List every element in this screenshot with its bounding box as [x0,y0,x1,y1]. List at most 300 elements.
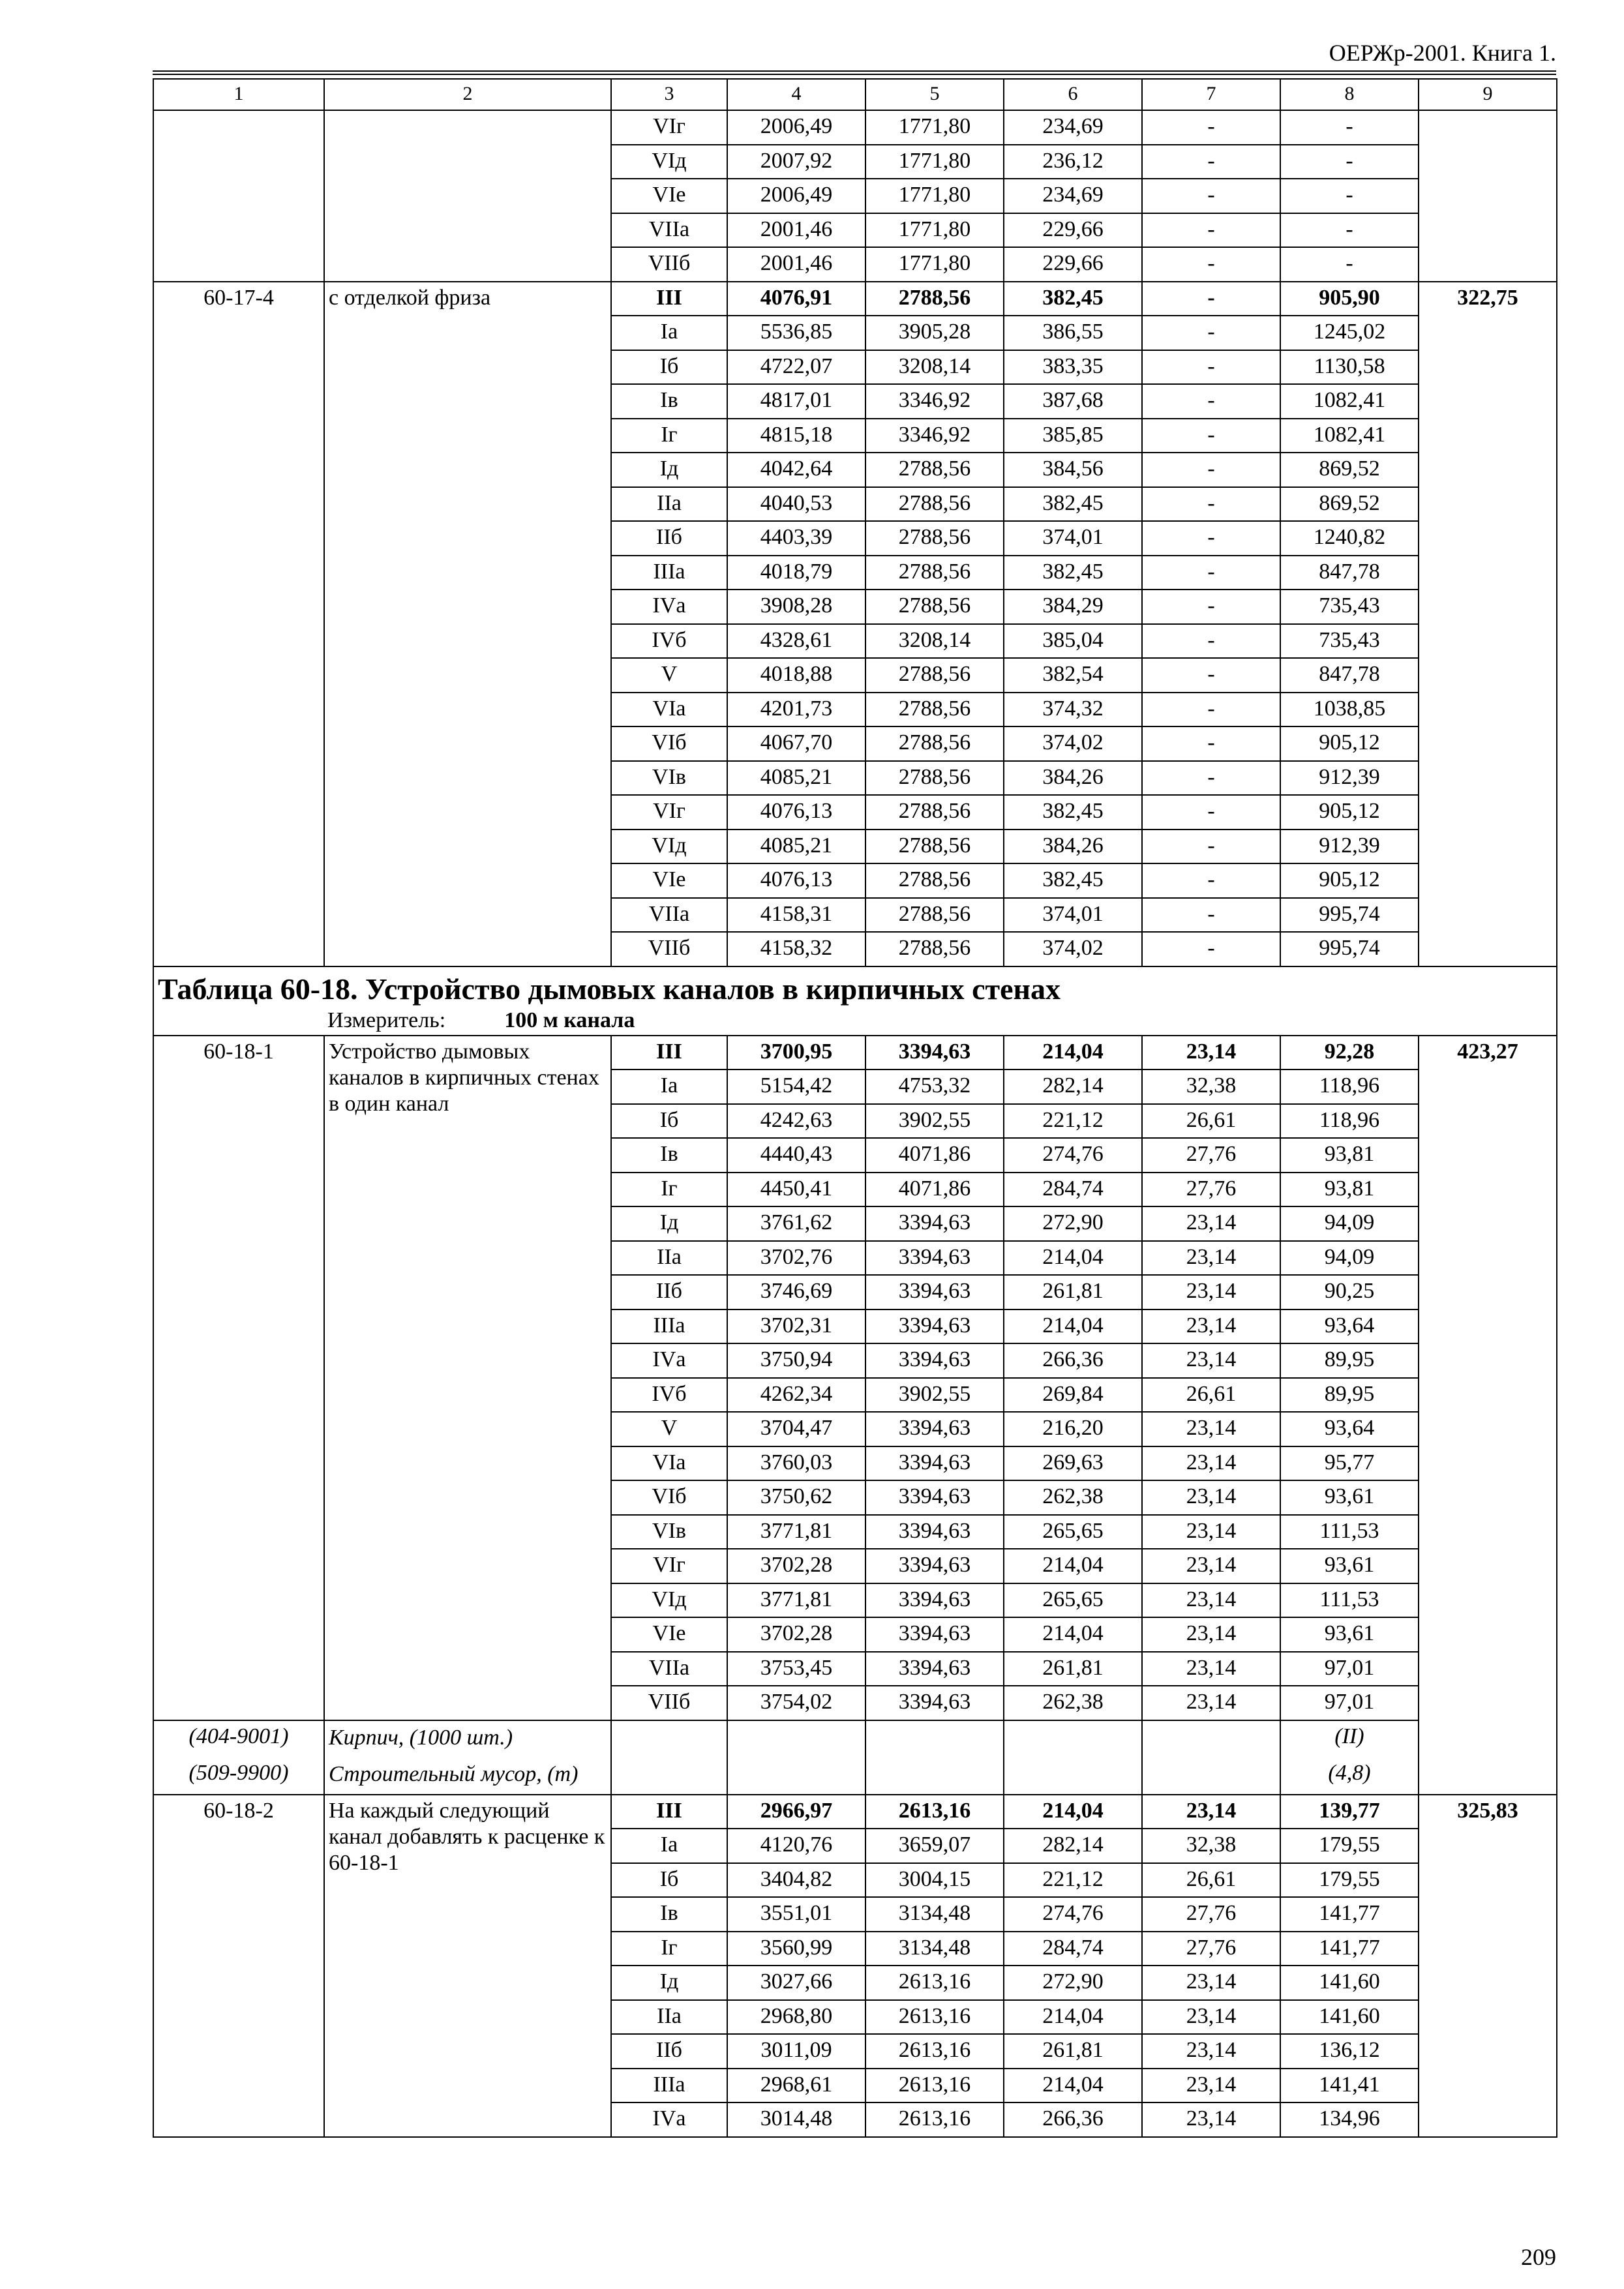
value-cell: 386,55 [1004,316,1142,350]
value-cell: 214,04 [1004,2069,1142,2103]
region-cell: Iд [611,1966,727,2000]
value-cell: 2613,16 [865,1966,1004,2000]
value-cell: - [1142,350,1280,385]
value-cell: 995,74 [1280,898,1419,933]
region-cell: IIб [611,2034,727,2069]
value-cell: 3702,28 [727,1617,865,1652]
value-cell: 23,14 [1142,1549,1280,1583]
value-cell: 2007,92 [727,145,865,179]
region-cell: IVб [611,624,727,659]
value-cell: 4753,32 [865,1070,1004,1104]
region-cell: V [611,658,727,693]
value-cell: 3908,28 [727,590,865,624]
item-name: На каждый следующий канал добавлять к расценке к 60-18-1 [324,1795,611,2137]
value-cell: - [1142,624,1280,659]
value-cell: - [1142,898,1280,933]
value-cell: 905,90 [1280,282,1419,316]
value-cell: 3394,63 [865,1036,1004,1070]
value-cell: 2788,56 [865,590,1004,624]
region-cell: VIIа [611,1652,727,1686]
value-cell: 261,81 [1004,1275,1142,1309]
value-cell: 111,53 [1280,1583,1419,1618]
value-cell: 382,45 [1004,863,1142,898]
value-cell: 2613,16 [865,2034,1004,2069]
value-cell: 23,14 [1142,1206,1280,1241]
value-cell: 93,61 [1280,1480,1419,1515]
region-cell: IVа [611,1343,727,1378]
value-cell: 89,95 [1280,1343,1419,1378]
value-cell: 2788,56 [865,693,1004,727]
value-cell: 23,14 [1142,1412,1280,1446]
material-name: Кирпич, (1000 шт.) [324,1720,611,1758]
value-cell: - [1142,282,1280,316]
region-cell: IIа [611,1241,727,1276]
value-cell: - [1142,863,1280,898]
value-cell: 374,01 [1004,521,1142,556]
value-cell: 2788,56 [865,795,1004,830]
table-row [153,110,1557,145]
value-cell: 3760,03 [727,1446,865,1481]
value-cell: 3560,99 [727,1932,865,1966]
value-cell: - [1142,487,1280,522]
value-cell: 4440,43 [727,1138,865,1173]
region-cell: VIIа [611,898,727,933]
value-cell: - [1142,213,1280,248]
region-cell: Iг [611,1932,727,1966]
table-row [153,1036,1557,1070]
table-title: Таблица 60-18. Устройство дымовых каналов в кирпичных стенах [158,972,1060,1006]
empty-cell [1004,1758,1142,1795]
value-cell: 111,53 [1280,1515,1419,1549]
value-cell: 3394,63 [865,1652,1004,1686]
value-cell: 3902,55 [865,1378,1004,1413]
value-cell: 384,26 [1004,830,1142,864]
table-title-row [153,966,1557,1036]
value-cell: 4067,70 [727,726,865,761]
value-cell: 385,04 [1004,624,1142,659]
value-cell: 284,74 [1004,1173,1142,1207]
value-cell: 3014,48 [727,2102,865,2137]
region-cell: VIг [611,795,727,830]
value-cell: 2968,80 [727,2000,865,2035]
region-cell: IIа [611,487,727,522]
region-cell: VIг [611,110,727,145]
value-cell: 735,43 [1280,590,1419,624]
value-cell: 32,38 [1142,1070,1280,1104]
value-cell: 3011,09 [727,2034,865,2069]
value-cell: 2788,56 [865,658,1004,693]
value-cell: 384,26 [1004,761,1142,796]
value-cell: 3902,55 [865,1104,1004,1139]
value-cell: - [1142,830,1280,864]
region-cell: IVа [611,2102,727,2137]
value-cell: 4120,76 [727,1829,865,1863]
region-cell: VIа [611,693,727,727]
value-cell: 141,60 [1280,2000,1419,2035]
meter-unit: 100 м канала [504,1008,635,1032]
value-cell: 214,04 [1004,2000,1142,2035]
region-cell: VIв [611,1515,727,1549]
empty-cell [1004,1720,1142,1758]
region-cell: Iг [611,1173,727,1207]
value-cell: 385,85 [1004,419,1142,453]
value-cell: 214,04 [1004,1617,1142,1652]
value-cell: 3208,14 [865,624,1004,659]
value-cell: 4076,13 [727,795,865,830]
value-cell: 261,81 [1004,2034,1142,2069]
value-cell: 3394,63 [865,1241,1004,1276]
value-cell: 3394,63 [865,1309,1004,1344]
value-cell: 2613,16 [865,2000,1004,2035]
value-cell: 179,55 [1280,1829,1419,1863]
meter-label: Измеритель: [327,1008,446,1032]
column-number: 6 [1004,79,1142,110]
value-cell: 23,14 [1142,1652,1280,1686]
value-cell: 382,45 [1004,487,1142,522]
empty-cell [727,1758,865,1795]
table-row [153,282,1557,316]
value-cell: 234,69 [1004,110,1142,145]
value-cell: 3702,31 [727,1309,865,1344]
value-cell: 23,14 [1142,1309,1280,1344]
region-cell: Iв [611,1897,727,1932]
value-cell: 4328,61 [727,624,865,659]
value-cell: 4076,91 [727,282,865,316]
value-cell: 912,39 [1280,830,1419,864]
value-cell: 3754,02 [727,1686,865,1720]
value-cell: 4042,64 [727,453,865,487]
value-cell: 3700,95 [727,1036,865,1070]
value-cell: 2966,97 [727,1795,865,1829]
value-cell: 1771,80 [865,145,1004,179]
empty-cell [1142,1758,1280,1795]
item-name: с отделкой фриза [324,282,611,966]
value-cell: 136,12 [1280,2034,1419,2069]
value-cell: 269,84 [1004,1378,1142,1413]
value-cell: 141,77 [1280,1897,1419,1932]
region-cell: V [611,1412,727,1446]
value-cell: 3394,63 [865,1583,1004,1618]
value-cell: 26,61 [1142,1104,1280,1139]
value-cell: 282,14 [1004,1829,1142,1863]
value-cell: - [1142,932,1280,966]
value-cell: 139,77 [1280,1795,1419,1829]
value-cell: 3394,63 [865,1549,1004,1583]
value-cell: - [1142,453,1280,487]
value-cell: 27,76 [1142,1173,1280,1207]
value-cell: 4085,21 [727,830,865,864]
value-cell: 93,64 [1280,1309,1419,1344]
value-cell: 23,14 [1142,2000,1280,2035]
value-cell: 2001,46 [727,247,865,282]
value-cell: - [1280,179,1419,213]
item-code: 60-17-4 [153,282,324,966]
region-cell: IIа [611,2000,727,2035]
value-cell: 282,14 [1004,1070,1142,1104]
value-cell: 23,14 [1142,1036,1280,1070]
value-cell: 4071,86 [865,1173,1004,1207]
value-cell: 374,02 [1004,932,1142,966]
value-cell: 3394,63 [865,1686,1004,1720]
value-cell: 92,28 [1280,1036,1419,1070]
value-cell: 95,77 [1280,1446,1419,1481]
value-cell: 4403,39 [727,521,865,556]
region-cell: Iв [611,384,727,419]
value-cell: 23,14 [1142,2102,1280,2137]
value-cell: 1771,80 [865,247,1004,282]
value-cell: 3750,62 [727,1480,865,1515]
region-cell: Iв [611,1138,727,1173]
item-name [324,110,611,282]
value-cell: 3004,15 [865,1863,1004,1898]
resource-value: 325,83 [1419,1795,1557,2137]
value-cell: 93,61 [1280,1549,1419,1583]
value-cell: 382,45 [1004,282,1142,316]
value-cell: 97,01 [1280,1686,1419,1720]
region-cell: VIIб [611,932,727,966]
region-cell: VIа [611,1446,727,1481]
value-cell: 869,52 [1280,487,1419,522]
value-cell: - [1142,247,1280,282]
column-number: 7 [1142,79,1280,110]
value-cell: 4815,18 [727,419,865,453]
value-cell: 3746,69 [727,1275,865,1309]
empty-cell [611,1758,727,1795]
value-cell: 214,04 [1004,1309,1142,1344]
value-cell: 4158,32 [727,932,865,966]
value-cell: 3750,94 [727,1343,865,1378]
value-cell: 2006,49 [727,179,865,213]
value-cell: 26,61 [1142,1378,1280,1413]
region-cell: VIе [611,1617,727,1652]
value-cell: 27,76 [1142,1897,1280,1932]
value-cell: 735,43 [1280,624,1419,659]
value-cell: 383,35 [1004,350,1142,385]
region-cell: IIб [611,1275,727,1309]
value-cell: 384,29 [1004,590,1142,624]
value-cell: 214,04 [1004,1549,1142,1583]
value-cell: 2788,56 [865,556,1004,590]
value-cell: 4450,41 [727,1173,865,1207]
value-cell: 3134,48 [865,1897,1004,1932]
value-cell: 269,63 [1004,1446,1142,1481]
value-cell: 4817,01 [727,384,865,419]
value-cell: 3702,76 [727,1241,865,1276]
value-cell: 216,20 [1004,1412,1142,1446]
region-cell: VIе [611,863,727,898]
value-cell: 272,90 [1004,1206,1142,1241]
region-cell: VIг [611,1549,727,1583]
value-cell: 3404,82 [727,1863,865,1898]
value-cell: 1082,41 [1280,384,1419,419]
value-cell: 4262,34 [727,1378,865,1413]
value-cell: 374,01 [1004,898,1142,933]
value-cell: 27,76 [1142,1932,1280,1966]
value-cell: 2968,61 [727,2069,865,2103]
value-cell: 4722,07 [727,350,865,385]
value-cell: - [1280,247,1419,282]
page-header: ОЕРЖр-2001. Книга 1. [1329,40,1556,66]
region-cell: VIд [611,145,727,179]
value-cell: 23,14 [1142,1446,1280,1481]
value-cell: 23,14 [1142,1241,1280,1276]
value-cell: 2788,56 [865,453,1004,487]
region-cell: Iа [611,1829,727,1863]
value-cell: 905,12 [1280,726,1419,761]
value-cell: 1771,80 [865,179,1004,213]
value-cell: 23,14 [1142,2069,1280,2103]
value-cell: 3394,63 [865,1617,1004,1652]
region-cell: Iа [611,316,727,350]
column-number: 3 [611,79,727,110]
value-cell: 3394,63 [865,1206,1004,1241]
value-cell: 3753,45 [727,1652,865,1686]
value-cell: 374,02 [1004,726,1142,761]
value-cell: 4018,88 [727,658,865,693]
value-cell: 2788,56 [865,487,1004,522]
value-cell: 3659,07 [865,1829,1004,1863]
value-cell: 141,60 [1280,1966,1419,2000]
column-number: 9 [1419,79,1557,110]
value-cell: 4071,86 [865,1138,1004,1173]
region-cell: Iг [611,419,727,453]
value-cell: - [1142,419,1280,453]
region-cell: Iб [611,350,727,385]
value-cell: 4076,13 [727,863,865,898]
value-cell: 4158,31 [727,898,865,933]
region-cell: VIб [611,1480,727,1515]
value-cell: 94,09 [1280,1241,1419,1276]
value-cell: 3771,81 [727,1515,865,1549]
value-cell: 262,38 [1004,1480,1142,1515]
value-cell: - [1280,145,1419,179]
resource-value [1419,110,1557,282]
resource-value: 423,27 [1419,1036,1557,1795]
value-cell: 274,76 [1004,1138,1142,1173]
value-cell: 234,69 [1004,179,1142,213]
region-cell: Iа [611,1070,727,1104]
material-row [153,1758,1557,1795]
region-cell: VIIб [611,1686,727,1720]
value-cell: 3761,62 [727,1206,865,1241]
value-cell: 2001,46 [727,213,865,248]
value-cell: 2788,56 [865,761,1004,796]
value-cell: 2788,56 [865,863,1004,898]
region-cell: IVа [611,590,727,624]
material-code: (404-9001) [153,1720,324,1758]
empty-cell [611,1720,727,1758]
value-cell: 3346,92 [865,384,1004,419]
value-cell: 3346,92 [865,419,1004,453]
region-cell: VIб [611,726,727,761]
value-cell: 5536,85 [727,316,865,350]
value-cell: 261,81 [1004,1652,1142,1686]
region-cell: Iб [611,1863,727,1898]
value-cell: 4085,21 [727,761,865,796]
page-number: 209 [1521,2244,1556,2270]
value-cell: 2613,16 [865,2069,1004,2103]
value-cell: 3027,66 [727,1966,865,2000]
value-cell: 1771,80 [865,213,1004,248]
value-cell: 4018,79 [727,556,865,590]
value-cell: 93,81 [1280,1173,1419,1207]
value-cell: 3134,48 [865,1932,1004,1966]
value-cell: 221,12 [1004,1863,1142,1898]
value-cell: 2788,56 [865,282,1004,316]
value-cell: 265,65 [1004,1583,1142,1618]
value-cell: 3394,63 [865,1480,1004,1515]
value-cell: 236,12 [1004,145,1142,179]
value-cell: 23,14 [1142,1343,1280,1378]
value-cell: 229,66 [1004,213,1142,248]
value-cell: 221,12 [1004,1104,1142,1139]
region-cell: Iб [611,1104,727,1139]
region-cell: VIIа [611,213,727,248]
value-cell: 23,14 [1142,1275,1280,1309]
value-cell: 272,90 [1004,1966,1142,2000]
item-code [153,110,324,282]
value-cell: 995,74 [1280,932,1419,966]
value-cell: 266,36 [1004,1343,1142,1378]
value-cell: 374,32 [1004,693,1142,727]
value-cell: 90,25 [1280,1275,1419,1309]
value-cell: 847,78 [1280,556,1419,590]
material-code: (509-9900) [153,1758,324,1795]
value-cell: 262,38 [1004,1686,1142,1720]
value-cell: 2006,49 [727,110,865,145]
item-code: 60-18-1 [153,1036,324,1720]
value-cell: 3208,14 [865,350,1004,385]
resource-value: 322,75 [1419,282,1557,966]
value-cell: 32,38 [1142,1829,1280,1863]
value-cell: 2788,56 [865,726,1004,761]
region-cell: VIд [611,830,727,864]
value-cell: 5154,42 [727,1070,865,1104]
value-cell: - [1280,110,1419,145]
value-cell: - [1142,795,1280,830]
value-cell: 266,36 [1004,2102,1142,2137]
value-cell: 23,14 [1142,1480,1280,1515]
value-cell: 3702,28 [727,1549,865,1583]
material-name: Строительный мусор, (т) [324,1758,611,1795]
value-cell: 118,96 [1280,1104,1419,1139]
column-number: 4 [727,79,865,110]
rates-table [153,78,1557,2138]
value-cell: 1038,85 [1280,693,1419,727]
value-cell: 2613,16 [865,1795,1004,1829]
empty-cell [865,1758,1004,1795]
value-cell: 905,12 [1280,795,1419,830]
value-cell: 2788,56 [865,830,1004,864]
material-value: (II) [1280,1720,1419,1758]
value-cell: 134,96 [1280,2102,1419,2137]
value-cell: 23,14 [1142,1617,1280,1652]
value-cell: 3905,28 [865,316,1004,350]
value-cell: - [1142,590,1280,624]
value-cell: 89,95 [1280,1378,1419,1413]
region-cell: IVб [611,1378,727,1413]
value-cell: - [1142,384,1280,419]
value-cell: 3394,63 [865,1515,1004,1549]
table-title-cell [153,966,1557,1036]
column-number-row [153,79,1557,110]
value-cell: 847,78 [1280,658,1419,693]
value-cell: - [1142,761,1280,796]
value-cell: 2788,56 [865,898,1004,933]
value-cell: 23,14 [1142,2034,1280,2069]
value-cell: 3551,01 [727,1897,865,1932]
region-cell: IIб [611,521,727,556]
